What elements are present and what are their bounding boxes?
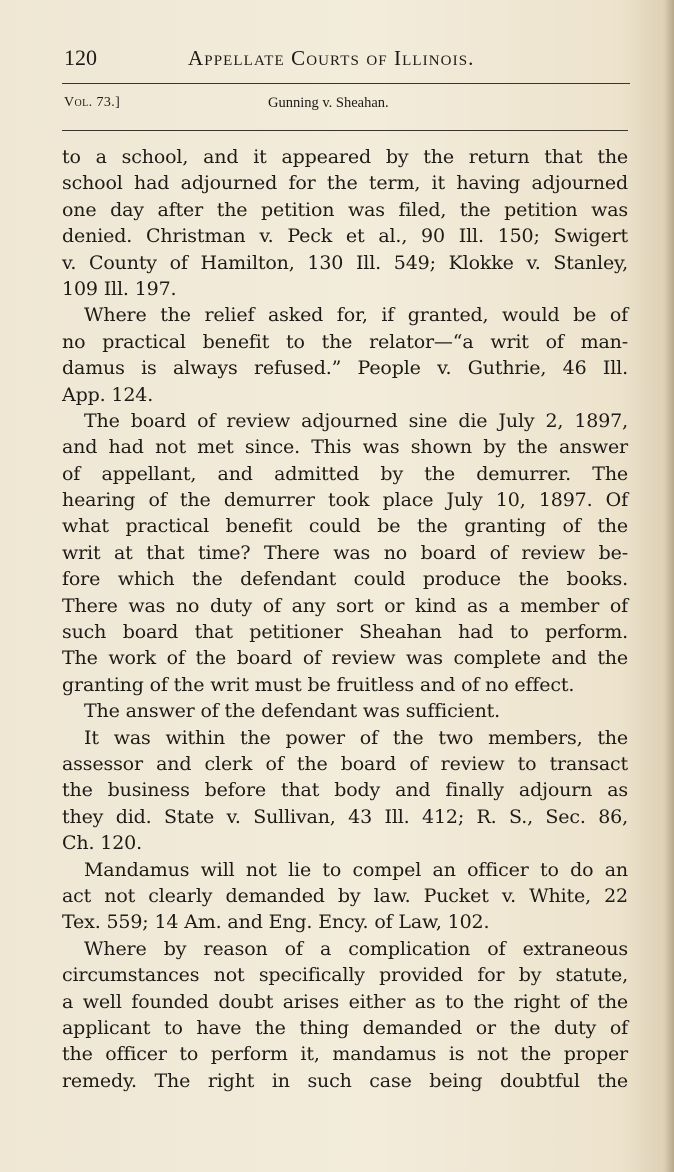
- volume-label: Vol. 73.]: [64, 95, 121, 110]
- case-header: [64, 93, 624, 115]
- text-line: damus is always refused.” People v. Guthrie, 46 Ill.: [62, 357, 628, 380]
- text-line: writ at that time? There was no board of review be-: [62, 541, 628, 564]
- text-line: one day after the petition was filed, the petition was: [62, 198, 628, 221]
- text-line: Mandamus will not lie to compel an officer to do an: [84, 858, 628, 881]
- text-line: fore which the defendant could produce the books.: [62, 568, 628, 591]
- text-line: remedy. The right in such case being doubtful the: [62, 1069, 628, 1092]
- text-line: what practical benefit could be the granting of the: [62, 515, 628, 538]
- text-line: Where the relief asked for, if granted, would be of: [84, 304, 628, 327]
- text-line: The answer of the defendant was sufficient.: [84, 700, 501, 723]
- body-text: [62, 144, 628, 1094]
- text-line: granting of the writ must be fruitless and of no effect.: [62, 673, 575, 696]
- text-line: App. 124.: [62, 383, 154, 406]
- text-line: and had not met since. This was shown by the answer: [62, 436, 628, 459]
- text-line: Where by reason of a complication of extraneous: [84, 937, 628, 960]
- text-line: school had adjourned for the term, it having adjourned: [62, 172, 628, 195]
- header-rule-bottom: [62, 130, 628, 131]
- text-line: hearing of the demurrer took place July 10, 1897. Of: [62, 489, 628, 512]
- page-header: [64, 44, 624, 74]
- text-line: such board that petitioner Sheahan had to perform.: [62, 621, 628, 644]
- text-line: denied. Christman v. Peck et al., 90 Ill. 150; Swigert: [62, 225, 628, 248]
- text-line: There was no duty of any sort or kind as a member of: [62, 594, 628, 617]
- text-line: v. County of Hamilton, 130 Ill. 549; Klokke v. Stanley,: [62, 251, 628, 274]
- text-line: a well founded doubt arises either as to the right of the: [62, 990, 628, 1013]
- text-line: It was within the power of the two members, the: [84, 726, 628, 749]
- text-line: assessor and clerk of the board of review to transact: [62, 752, 628, 775]
- text-line: no practical benefit to the relator—“a writ of man-: [62, 330, 628, 353]
- page-edge-shadow: [664, 0, 674, 1172]
- text-line: of appellant, and admitted by the demurrer. The: [62, 462, 628, 485]
- text-line: The work of the board of review was complete and the: [62, 647, 628, 670]
- header-rule-top: [62, 83, 630, 84]
- text-line: the officer to perform it, mandamus is not the proper: [62, 1043, 628, 1066]
- text-line: they did. State v. Sullivan, 43 Ill. 412; R. S., Sec. 86,: [62, 805, 628, 828]
- text-line: the business before that body and finally adjourn as: [62, 779, 628, 802]
- case-title: Gunning v. Sheahan.: [268, 95, 389, 111]
- text-line: applicant to have the thing demanded or the duty of: [62, 1016, 628, 1039]
- text-line: The board of review adjourned sine die July 2, 1897,: [84, 409, 628, 432]
- page-number: 120: [64, 45, 97, 70]
- text-line: circumstances not specifically provided for by statute,: [62, 964, 628, 987]
- text-line: 109 Ill. 197.: [62, 277, 177, 300]
- text-line: act not clearly demanded by law. Pucket v. White, 22: [62, 884, 628, 907]
- text-line: Tex. 559; 14 Am. and Eng. Ency. of Law, 102.: [62, 911, 490, 934]
- running-title: Appellate Courts of Illinois.: [188, 46, 475, 70]
- text-line: to a school, and it appeared by the return that the: [62, 146, 628, 168]
- text-line: Ch. 120.: [62, 832, 142, 855]
